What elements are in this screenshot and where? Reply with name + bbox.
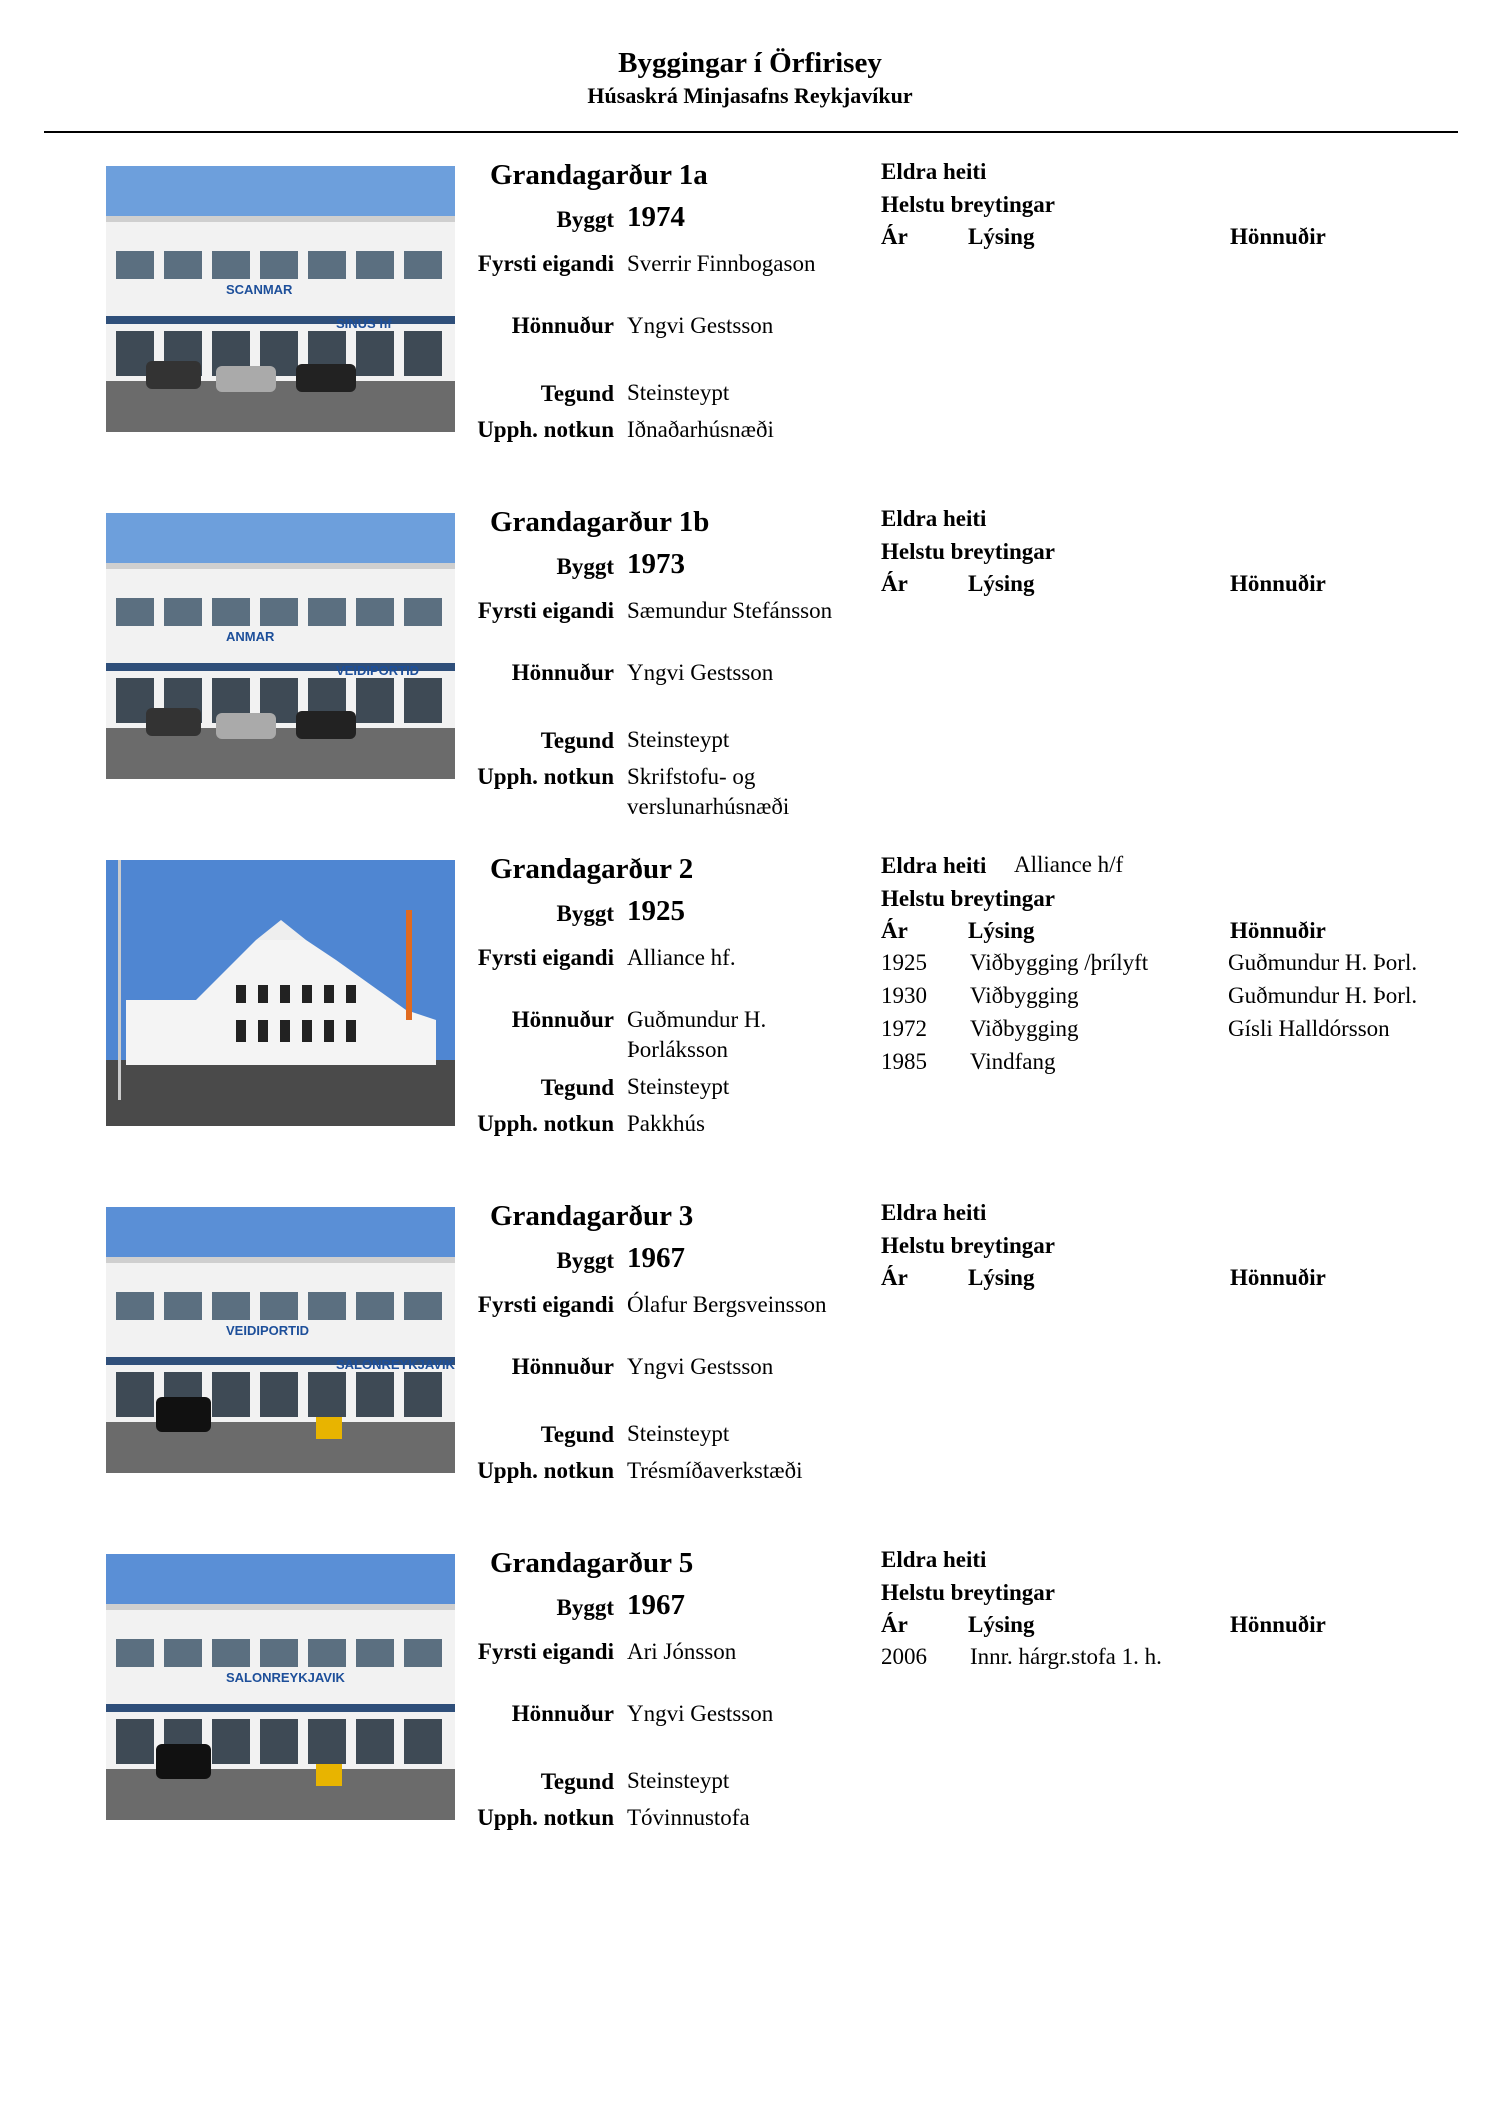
label-honnudur: Hönnuður [511,660,614,685]
label-helstu-breytingar: Helstu breytingar [881,886,1055,911]
header-divider [44,131,1458,133]
label-honnudur: Hönnuður [511,1354,614,1379]
label-fyrsti-eigandi: Fyrsti eigandi [477,1292,614,1317]
value-upph-notkun: verslunarhúsnæði [627,794,790,819]
change-row [0,1642,1500,1674]
value-tegund: Steinsteypt [627,1768,730,1793]
change-description: Vindfang [970,1049,1056,1074]
photo-sign-text: SCANMAR [226,282,293,297]
page-header [0,46,1500,110]
value-fyrsti-eigandi: Ari Jónsson [627,1639,737,1664]
change-year: 2006 [881,1644,927,1669]
label-tegund: Tegund [540,1075,614,1100]
value-upph-notkun: Pakkhús [627,1111,705,1136]
photo-sign-text: VEIDIPORTID [226,1323,310,1338]
page-subtitle: Húsaskrá Minjasafns Reykjavíkur [587,83,913,108]
column-header-honnudir: Hönnuðir [1230,571,1326,596]
photo-sign-text: SALONREYKJAVIK [226,1670,345,1685]
column-header-ar: Ár [881,571,908,596]
value-byggt: 1925 [627,895,685,927]
label-eldra-heiti: Eldra heiti [881,159,987,184]
value-byggt: 1967 [627,1589,685,1621]
value-upph-notkun: Skrifstofu- og [627,764,756,789]
label-byggt: Byggt [556,1595,614,1620]
change-designer: Guðmundur H. Þorl. [1228,950,1418,975]
column-header-honnudir: Hönnuðir [1230,224,1326,249]
label-fyrsti-eigandi: Fyrsti eigandi [477,251,614,276]
column-header-honnudir: Hönnuðir [1230,1612,1326,1637]
change-designer: Guðmundur H. Þorl. [1228,983,1418,1008]
label-upph-notkun: Upph. notkun [477,1458,614,1483]
label-helstu-breytingar: Helstu breytingar [881,192,1055,217]
change-description: Viðbygging [970,1016,1079,1041]
label-tegund: Tegund [540,1422,614,1447]
label-upph-notkun: Upph. notkun [477,1111,614,1136]
building-entry [0,852,1500,1182]
value-upph-notkun: Iðnaðarhúsnæði [627,417,774,442]
value-tegund: Steinsteypt [627,1421,730,1446]
label-byggt: Byggt [556,207,614,232]
label-helstu-breytingar: Helstu breytingar [881,1233,1055,1258]
label-tegund: Tegund [540,1769,614,1794]
label-eldra-heiti: Eldra heiti [881,506,987,531]
photo-sign-text: SINUS hf [336,316,392,331]
change-description: Viðbygging /þrílyft [970,950,1149,975]
label-honnudur: Hönnuður [511,313,614,338]
label-upph-notkun: Upph. notkun [477,417,614,442]
value-tegund: Steinsteypt [627,727,730,752]
label-tegund: Tegund [540,381,614,406]
label-fyrsti-eigandi: Fyrsti eigandi [477,945,614,970]
building-name: Grandagarður 1b [490,506,710,538]
value-honnudur: Yngvi Gestsson [627,1354,774,1379]
label-eldra-heiti: Eldra heiti [881,1200,987,1225]
value-byggt: 1973 [627,548,685,580]
label-byggt: Byggt [556,554,614,579]
building-entry [0,1199,1500,1529]
page-title: Byggingar í Örfirisey [618,47,882,79]
building-name: Grandagarður 1a [490,159,708,191]
change-row [0,948,1500,980]
column-header-ar: Ár [881,1265,908,1290]
change-row [0,1047,1500,1079]
change-description: Viðbygging [970,983,1079,1008]
column-header-ar: Ár [881,1612,908,1637]
value-fyrsti-eigandi: Ólafur Bergsveinsson [627,1292,827,1317]
change-year: 1972 [881,1016,927,1041]
column-header-honnudir: Hönnuðir [1230,1265,1326,1290]
value-tegund: Steinsteypt [627,1074,730,1099]
value-honnudur: Guðmundur H. [627,1007,767,1032]
label-fyrsti-eigandi: Fyrsti eigandi [477,1639,614,1664]
column-header-ar: Ár [881,224,908,249]
value-upph-notkun: Tóvinnustofa [627,1805,750,1830]
column-header-lysing: Lýsing [968,224,1035,249]
label-byggt: Byggt [556,901,614,926]
building-name: Grandagarður 5 [490,1547,694,1579]
value-fyrsti-eigandi: Sverrir Finnbogason [627,251,816,276]
value-honnudur: Yngvi Gestsson [627,313,774,338]
value-fyrsti-eigandi: Sæmundur Stefánsson [627,598,833,623]
value-byggt: 1967 [627,1242,685,1274]
label-helstu-breytingar: Helstu breytingar [881,1580,1055,1605]
photo-sign-text: SALONREYKJAVIK [336,1357,455,1372]
building-entry [0,158,1500,488]
building-entry [0,1546,1500,1876]
label-byggt: Byggt [556,1248,614,1273]
column-header-lysing: Lýsing [968,918,1035,943]
change-year: 1930 [881,983,927,1008]
building-name: Grandagarður 2 [490,853,694,885]
value-tegund: Steinsteypt [627,380,730,405]
building-entry [0,505,1500,835]
label-eldra-heiti: Eldra heiti [881,1547,987,1572]
label-helstu-breytingar: Helstu breytingar [881,539,1055,564]
change-designer: Gísli Halldórsson [1228,1016,1390,1041]
value-upph-notkun: Trésmíðaverkstæði [627,1458,803,1483]
value-byggt: 1974 [627,201,685,233]
change-description: Innr. hárgr.stofa 1. h. [970,1644,1162,1669]
column-header-honnudir: Hönnuðir [1230,918,1326,943]
label-honnudur: Hönnuður [511,1701,614,1726]
column-header-lysing: Lýsing [968,1265,1035,1290]
column-header-lysing: Lýsing [968,571,1035,596]
label-upph-notkun: Upph. notkun [477,764,614,789]
change-year: 1985 [881,1049,927,1074]
label-fyrsti-eigandi: Fyrsti eigandi [477,598,614,623]
photo-sign-text: ANMAR [226,629,275,644]
value-eldra-heiti: Alliance h/f [1014,852,1124,877]
value-honnudur: Yngvi Gestsson [627,1701,774,1726]
change-row [0,1014,1500,1046]
building-name: Grandagarður 3 [490,1200,694,1232]
change-row [0,981,1500,1013]
label-tegund: Tegund [540,728,614,753]
column-header-lysing: Lýsing [968,1612,1035,1637]
value-honnudur: Yngvi Gestsson [627,660,774,685]
label-eldra-heiti: Eldra heiti [881,853,987,878]
value-fyrsti-eigandi: Alliance hf. [627,945,736,970]
change-year: 1925 [881,950,927,975]
label-honnudur: Hönnuður [511,1007,614,1032]
value-honnudur: Þorláksson [627,1037,728,1062]
photo-sign-text: VEIDIPORTID [336,663,420,678]
column-header-ar: Ár [881,918,908,943]
label-upph-notkun: Upph. notkun [477,1805,614,1830]
